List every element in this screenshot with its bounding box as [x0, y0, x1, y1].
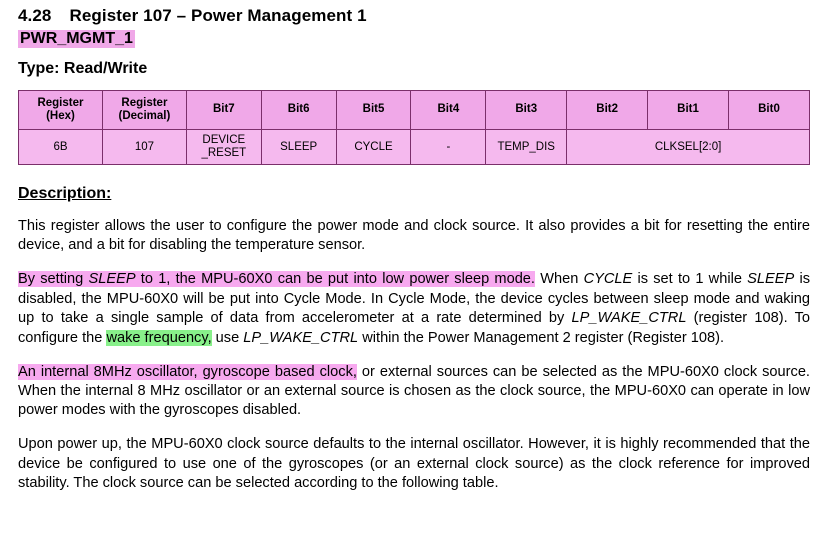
section-title: Register 107 – Power Management 1 [69, 6, 367, 25]
section-number: 4.28 [18, 6, 52, 25]
table-header-bit5: Bit5 [336, 91, 411, 130]
table-header-bit3: Bit3 [486, 91, 567, 130]
register-type: Type: Read/Write [18, 60, 148, 77]
cell-bit7-device-reset: DEVICE _RESET [186, 130, 261, 165]
table-header-register-decimal: Register (Decimal) [102, 91, 186, 130]
table-header-register-hex: Register (Hex) [19, 91, 103, 130]
table-header-bit4: Bit4 [411, 91, 486, 130]
table-header-bit6: Bit6 [261, 91, 336, 130]
highlight-sleep-sentence: By setting SLEEP to 1, the MPU-60X0 can be put into low power sleep mode. [18, 271, 535, 288]
description-paragraph-1: This register allows the user to configure the power mode and clock source. It also provides a bit for resetting the entire device, and a bit for disabling the temperature sensor. [18, 218, 810, 254]
cell-bit3-temp-dis: TEMP_DIS [486, 130, 567, 165]
cell-bit5-cycle: CYCLE [336, 130, 411, 165]
cell-bit4-empty: - [411, 130, 486, 165]
description-paragraph-2: By setting SLEEP to 1, the MPU-60X0 can be put into low power sleep mode. When CYCLE is set to 1 while SLEEP is disabled, the MPU-60X0 will be put into Cycle Mode. In Cycle Mode, the device cycles between sleep mode and waking up to take a single sample of data from accelerometer at a rate determined by LP_WAKE_CTRL (register 108). To configure the wake frequency, use LP_WAKE_CTRL within the Power Management 2 register (Register 108). [18, 271, 811, 346]
table-row [19, 130, 810, 165]
cell-bit6-sleep: SLEEP [261, 130, 336, 165]
table-header-row [19, 91, 810, 130]
cell-register-hex: 6B [19, 130, 103, 165]
register-name-wrapper [18, 26, 815, 48]
register-bit-table [18, 90, 810, 165]
register-name-highlight: PWR_MGMT_1 [20, 30, 133, 47]
cell-bits2-0-clksel: CLKSEL[2:0] [567, 130, 810, 165]
table-header-bit2: Bit2 [567, 91, 648, 130]
description-title: Description: [18, 185, 112, 202]
table-header-bit0: Bit0 [729, 91, 810, 130]
section-heading [18, 6, 815, 26]
table-header-bit7: Bit7 [186, 91, 261, 130]
description-paragraph-4: Upon power up, the MPU-60X0 clock source defaults to the internal oscillator. However, it is highly recommended that the device be configured to use one of the gyroscopes (or an external clock source) as the clock reference for improved stability. The clock source can be selected according to the following table. [18, 436, 810, 492]
highlight-internal-oscillator: An internal 8MHz oscillator, gyroscope based clock, [18, 363, 357, 380]
cell-register-decimal: 107 [102, 130, 186, 165]
highlight-wake-frequency: wake frequency, [106, 329, 212, 346]
description-paragraph-3: An internal 8MHz oscillator, gyroscope based clock, or external sources can be selected as the MPU-60X0 clock source. When the internal 8 MHz oscillator or an external source is chosen as the clock source, the MPU-60X0 can operate in low power modes with the gyroscopes disabled. [18, 363, 810, 419]
table-header-bit1: Bit1 [648, 91, 729, 130]
